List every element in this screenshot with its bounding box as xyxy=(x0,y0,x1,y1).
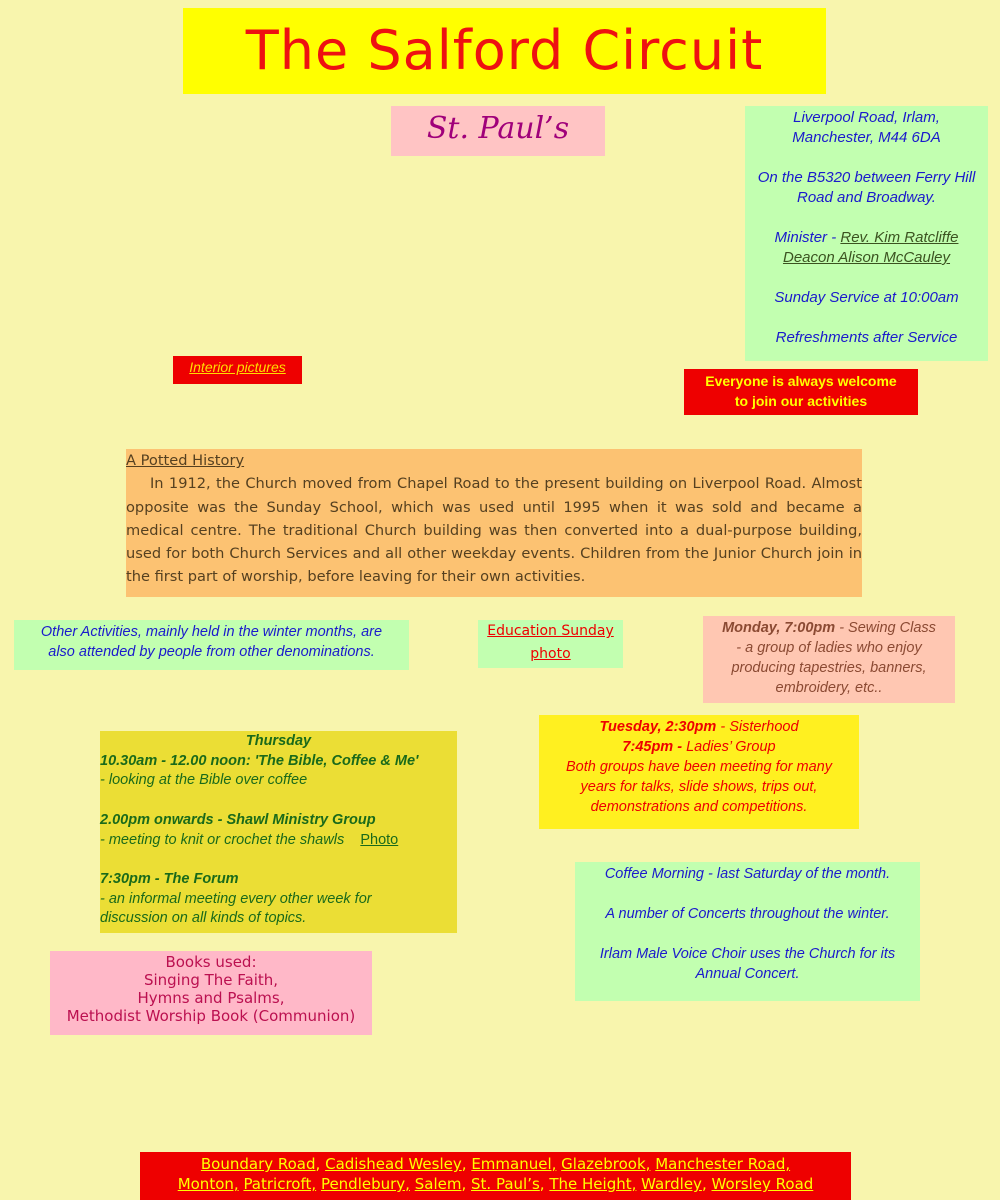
footer-link-worsley-road[interactable]: Worsley Road xyxy=(711,1175,814,1193)
footer-link-boundary-road[interactable]: Boundary Road xyxy=(200,1155,316,1173)
footer-link-manchester-road[interactable]: Manchester Road, xyxy=(655,1155,791,1173)
choir-note-2: Annual Concert. xyxy=(695,966,800,982)
refreshments-note: Refreshments after Service xyxy=(775,329,958,346)
books-panel xyxy=(50,951,372,1035)
bible-coffee-title: 10.30am - 12.00 noon: 'The Bible, Coffee & Me' xyxy=(100,752,419,769)
monday-activity-panel xyxy=(703,616,955,703)
tuesday-event-1: - Sisterhood xyxy=(716,719,799,735)
deacon-link[interactable]: Deacon Alison McCauley xyxy=(782,249,951,266)
minister-link[interactable]: Rev. Kim Ratcliffe xyxy=(840,229,959,246)
coffee-morning: Coffee Morning - last Saturday of the month. xyxy=(604,866,891,882)
monday-time: Monday, 7:00pm xyxy=(722,620,836,636)
footer-link-salem[interactable]: Salem xyxy=(414,1175,462,1193)
tuesday-activity-panel xyxy=(539,715,859,829)
history-heading[interactable]: A Potted History xyxy=(126,452,245,469)
other-activities-line-2: also attended by people from other denominations. xyxy=(48,644,375,660)
footer-link-patricroft[interactable]: Patricroft, xyxy=(243,1175,317,1193)
address-line-1: Liverpool Road, Irlam, xyxy=(793,109,940,126)
footer-link-glazebrook[interactable]: Glazebrook, xyxy=(561,1155,651,1173)
shawl-ministry-title: 2.00pm onwards - Shawl Ministry Group xyxy=(100,811,376,828)
service-time: Sunday Service at 10:00am xyxy=(774,289,959,306)
minister-prefix: Minister - xyxy=(774,229,841,246)
interior-pictures-box xyxy=(173,356,302,384)
church-info-panel xyxy=(745,106,988,361)
concerts-note: A number of Concerts throughout the winter. xyxy=(605,906,890,922)
footer-link-monton[interactable]: Monton, xyxy=(177,1175,239,1193)
welcome-line-2: to join our activities xyxy=(734,393,868,409)
history-panel xyxy=(126,449,862,597)
tuesday-time-2: 7:45pm - xyxy=(622,739,687,755)
tuesday-desc-2: years for talks, slide shows, trips out, xyxy=(580,779,818,795)
tuesday-desc-3: demonstrations and competitions. xyxy=(590,799,808,815)
footer-link-emmanuel[interactable]: Emmanuel, xyxy=(471,1155,557,1173)
footer-link-the-height[interactable]: The Height, xyxy=(549,1175,637,1193)
books-heading: Books used: xyxy=(165,953,257,971)
book-item: Methodist Worship Book (Communion) xyxy=(66,1007,356,1025)
directions-line-1: On the B5320 between Ferry Hill xyxy=(757,169,976,186)
interior-pictures-link[interactable]: Interior pictures xyxy=(189,359,286,375)
book-item: Hymns and Psalms, xyxy=(137,989,285,1007)
tuesday-desc-1: Both groups have been meeting for many xyxy=(566,759,832,775)
footer-link-cadishead-wesley[interactable]: Cadishead Wesley xyxy=(325,1155,462,1173)
choir-note-1: Irlam Male Voice Choir uses the Church for its xyxy=(599,946,896,962)
thursday-heading: Thursday xyxy=(245,733,312,749)
other-activities-note xyxy=(14,620,409,670)
footer-link-wardley[interactable]: Wardley xyxy=(641,1175,702,1193)
bible-coffee-desc: - looking at the Bible over coffee xyxy=(100,772,308,789)
forum-desc-1: - an informal meeting every other week for xyxy=(100,890,372,907)
minister-line xyxy=(745,228,988,248)
circuit-churches-nav: Boundary Road, Cadishead Wesley, Emmanuel, Glazebrook, Manchester Road, Monton, Patricroft, Pendlebury, Salem, St. Paul’s, The Height, Wardley, Worsley Road xyxy=(140,1152,851,1200)
monday-desc-3: embroidery, etc.. xyxy=(775,680,883,696)
welcome-line-1: Everyone is always welcome xyxy=(705,373,897,389)
shawl-photo-link[interactable]: Photo xyxy=(360,831,399,848)
church-name-banner xyxy=(391,106,605,156)
education-photo-link[interactable]: photo xyxy=(530,646,571,662)
tuesday-time-1: Tuesday, 2:30pm xyxy=(599,719,717,735)
book-item: Singing The Faith, xyxy=(143,971,279,989)
address-line-2: Manchester, M44 6DA xyxy=(792,129,941,146)
forum-desc-2: discussion on all kinds of topics. xyxy=(100,910,307,927)
events-panel xyxy=(575,862,920,1001)
footer-link-st-pauls[interactable]: St. Paul’s xyxy=(471,1175,540,1193)
forum-title: 7:30pm - The Forum xyxy=(100,870,239,887)
education-sunday-link[interactable]: Education Sunday xyxy=(487,623,614,639)
shawl-ministry-desc: - meeting to knit or crochet the shawls xyxy=(100,831,345,848)
page-title: The Salford Circuit xyxy=(245,19,764,82)
directions-line-2: Road and Broadway. xyxy=(797,189,936,206)
welcome-banner xyxy=(684,369,918,415)
church-name: St. Paul’s xyxy=(426,111,570,146)
thursday-activity-panel xyxy=(100,731,457,933)
monday-event: - Sewing Class xyxy=(835,620,936,636)
title-banner xyxy=(183,8,826,94)
other-activities-line-1: Other Activities, mainly held in the winter months, are xyxy=(40,624,383,640)
monday-desc-2: producing tapestries, banners, xyxy=(731,660,927,676)
history-text: In 1912, the Church moved from Chapel Road to the present building on Liverpool Road. Almost opposite was the Sunday School, which was used until 1995 when it was sold and became a medical centre. The traditional Church building was then converted into a dual-purpose building, used for both Church Services and all other weekday events. Children from the Junior Church join in the first part of worship, before leaving for their own activities. xyxy=(126,475,862,586)
tuesday-event-2: Ladies’ Group xyxy=(686,739,776,755)
footer-link-pendlebury[interactable]: Pendlebury, xyxy=(320,1175,410,1193)
monday-desc-1: - a group of ladies who enjoy xyxy=(736,640,922,656)
education-sunday-box xyxy=(478,620,623,668)
